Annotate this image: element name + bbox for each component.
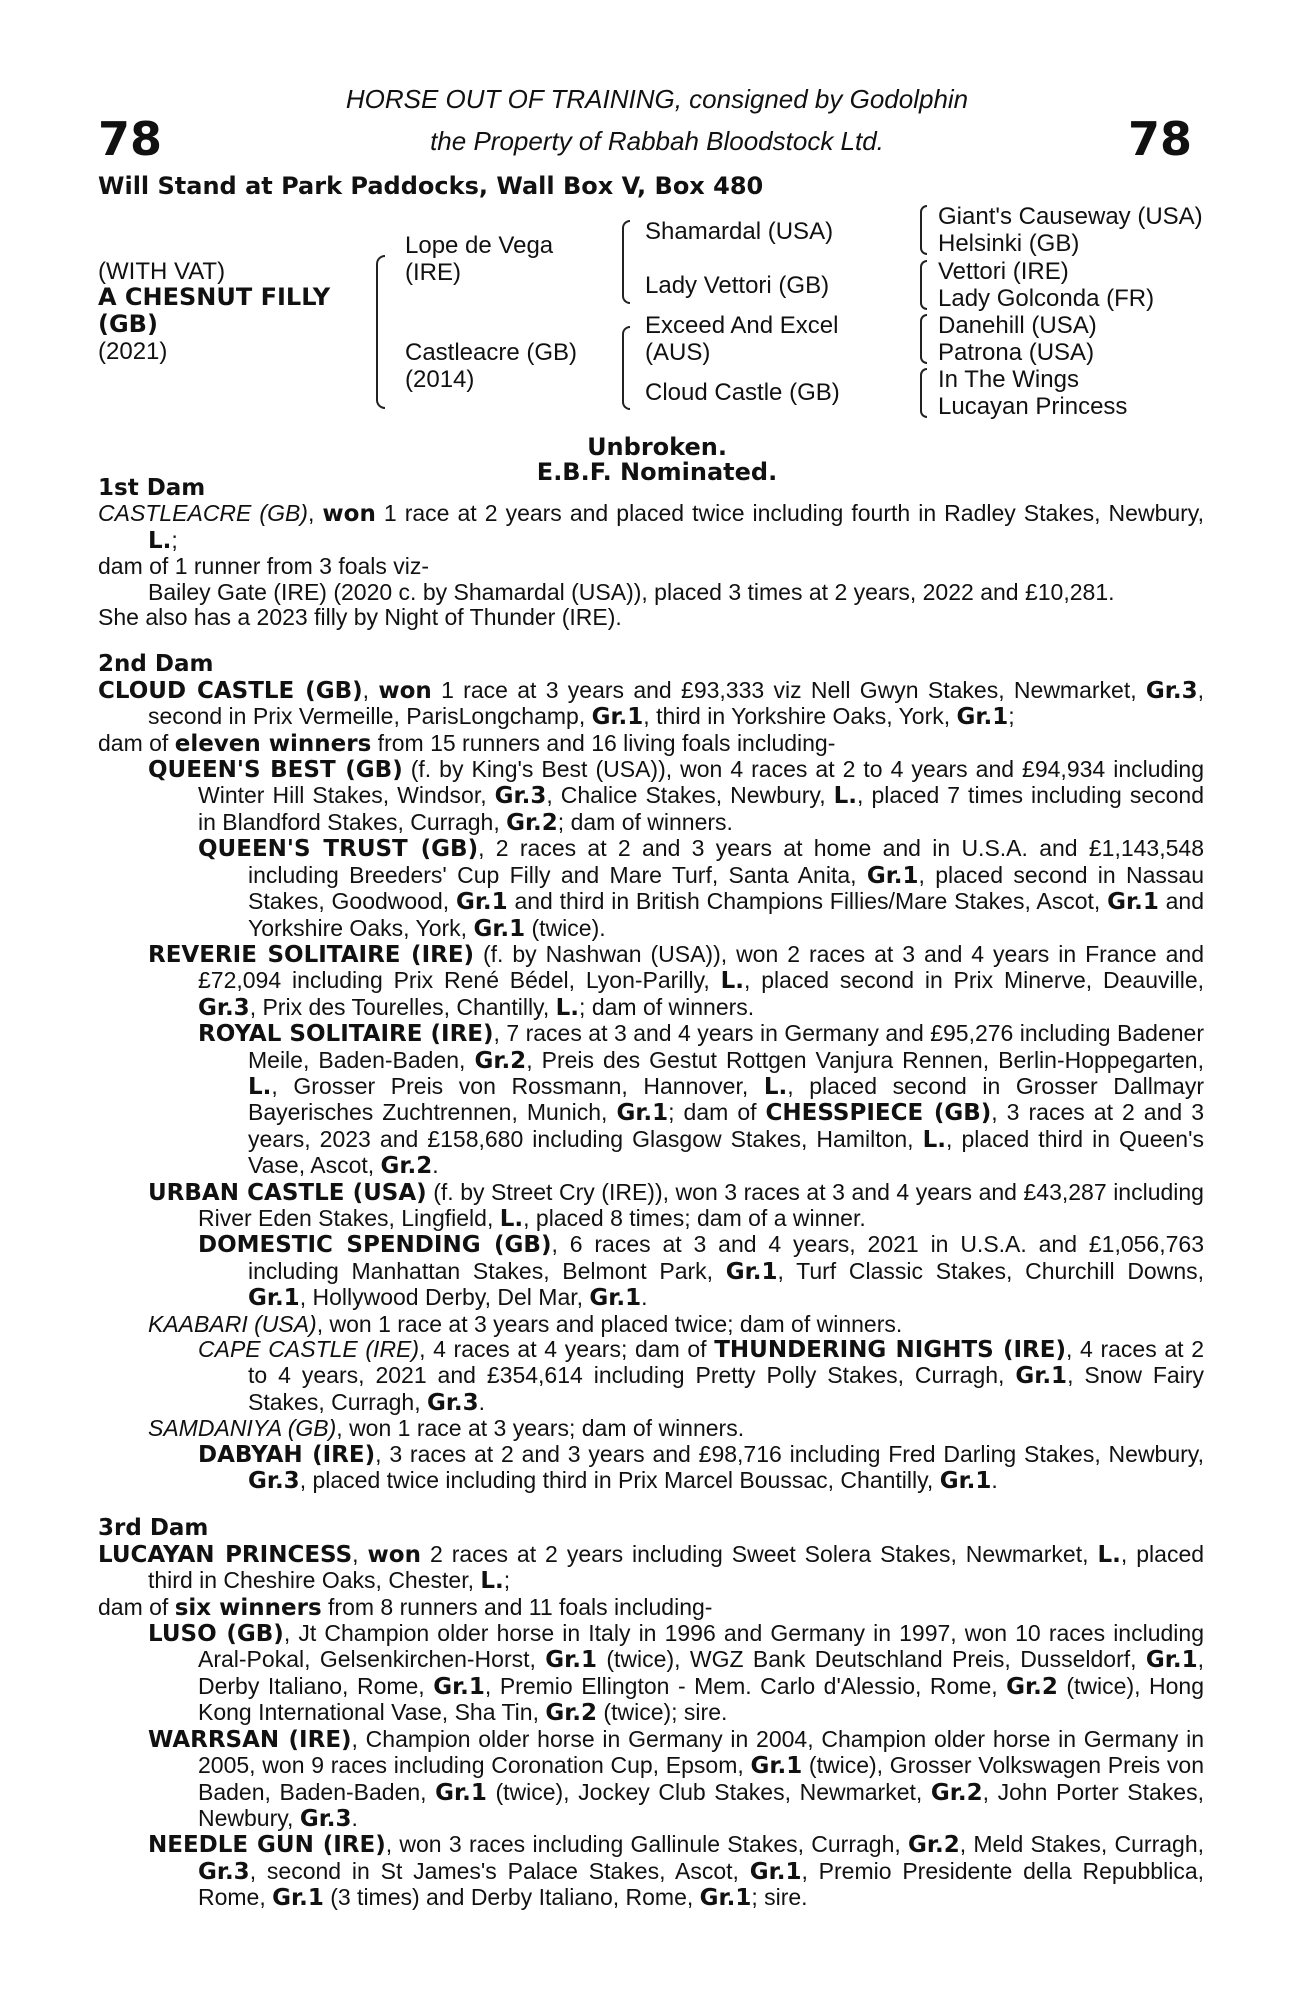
gg-8: Lucayan Princess: [938, 393, 1128, 420]
brace-1: [376, 255, 385, 409]
pedigree-notes: [98, 476, 1204, 1912]
second-dam-produce-intro: dam of eleven winners from 15 runners and 16 living foals including-: [98, 729, 836, 757]
produce-needle-gun: NEEDLE GUN (IRE), won 3 races including Gallinule Stakes, Curragh, Gr.2, Meld Stakes, Curragh, Gr.3, second in St James's Palace Stakes, Ascot, Gr.1, Premio Presidente della Repubblica, Rome, Gr.1 (3 times) and Derby Italiano, Rome, Gr.1; sire.: [148, 1831, 1205, 1912]
horse-year: (2021): [98, 338, 168, 365]
produce-bailey-gate: Bailey Gate (IRE) (2020 c. by Shamardal (USA)), placed 3 times at 2 years, 2022 and £10,281.: [148, 578, 1115, 605]
produce-cape-castle: CAPE CASTLE (IRE), 4 races at 4 years; dam of THUNDERING NIGHTS (IRE), 4 races at 2 to 4 years, 2021 and £354,614 including Pretty Polly Stakes, Curragh, Gr.1, Snow Fairy Stakes, Curragh, Gr.3.: [198, 1336, 1204, 1416]
status-ebf: E.B.F. Nominated.: [536, 458, 778, 486]
dam-line2: (2014): [405, 366, 475, 393]
first-dam-produce-intro: dam of 1 runner from 3 foals viz-: [98, 553, 430, 580]
produce-queens-best: QUEEN'S BEST (GB) (f. by King's Best (USA)), won 4 races at 2 to 4 years and £94,934 including Winter Hill Stakes, Windsor, Gr.3, Chalice Stakes, Newbury, L., placed 7 times including second in Blandford Stakes, Curragh, Gr.2; dam of winners.: [148, 756, 1204, 836]
gg-2: Helsinki (GB): [938, 230, 1080, 257]
dam-sire-line2: (AUS): [645, 339, 711, 366]
produce-royal-solitaire: ROYAL SOLITAIRE (IRE), 7 races at 3 and 4 years in Germany and £95,276 including Badener Meile, Baden-Baden, Gr.2, Preis des Gestut Rottgen Vanjura Rennen, Berlin-Hoppegarten, L., Grosser Preis von Rossmann, Hannover, L., placed second in Grosser Dallmayr Bayerisches Zuchtrennen, Munich, Gr.1; dam of CHESSPIECE (GB), 3 races at 2 and 3 years, 2023 and £158,680 including Glasgow Stakes, Hamilton, L., placed third in Queen's Vase, Ascot, Gr.2.: [198, 1020, 1205, 1180]
brace-3a: [920, 205, 927, 255]
produce-reverie-solitaire: REVERIE SOLITAIRE (IRE) (f. by Nashwan (USA)), won 2 races at 3 and 4 years in France and £72,094 including Prix René Bédel, Lyon-Parilly, L., placed second in Prix Minerve, Deauville, Gr.3, Prix des Tourelles, Chantilly, L.; dam of winners.: [148, 940, 1204, 1021]
gg-5: Danehill (USA): [938, 312, 1097, 339]
produce-luso: LUSO (GB), Jt Champion older horse in Italy in 1996 and Germany in 1997, won 10 races including Aral-Pokal, Gelsenkirchen-Horst, Gr.1 (twice), WGZ Bank Deutschland Preis, Dusseldorf, Gr.1, Derby Italiano, Rome, Gr.1, Premio Ellington - Mem. Carlo d'Alessio, Rome, Gr.2 (twice), Hong Kong International Vase, Sha Tin, Gr.2 (twice); sire.: [148, 1620, 1205, 1727]
first-dam-entry: CASTLEACRE (GB), won 1 race at 2 years and placed twice including fourth in Radley Stakes, Newbury, L.;: [98, 500, 1204, 554]
produce-samdaniya: SAMDANIYA (GB), won 1 race at 3 years; dam of winners.: [148, 1415, 745, 1442]
dam-sire-line1: Exceed And Excel: [645, 312, 839, 339]
sire-dam: Lady Vettori (GB): [645, 272, 830, 299]
dam-dam: Cloud Castle (GB): [645, 379, 840, 406]
brace-3c: [920, 314, 927, 364]
produce-queens-trust: QUEEN'S TRUST (GB), 2 races at 2 and 3 years at home and in U.S.A. and £1,143,548 including Breeders' Cup Filly and Mare Turf, Santa Anita, Gr.1, placed second in Nassau Stakes, Goodwood, Gr.1 and third in British Champions Fillies/Mare Stakes, Ascot, Gr.1 and Yorkshire Oaks, York, Gr.1 (twice).: [198, 835, 1205, 942]
third-dam-entry: LUCAYAN PRINCESS, won 2 races at 2 years including Sweet Solera Stakes, Newmarket, L., placed third in Cheshire Oaks, Chester, L.;: [98, 1540, 1205, 1595]
brace-2b: [622, 326, 630, 410]
dam-line1: Castleacre (GB): [405, 339, 578, 366]
produce-urban-castle: URBAN CASTLE (USA) (f. by Street Cry (IRE)), won 3 races at 3 and 4 years and £43,287 including River Eden Stakes, Lingfield, L., placed 8 times; dam of a winner.: [148, 1178, 1204, 1232]
second-dam-heading: 2nd Dam: [98, 651, 214, 678]
produce-domestic-spending: DOMESTIC SPENDING (GB), 6 races at 3 and 4 years, 2021 in U.S.A. and £1,056,763 including Manhattan Stakes, Belmont Park, Gr.1, Turf Classic Stakes, Churchill Downs, Gr.1, Hollywood Derby, Del Mar, Gr.1.: [198, 1231, 1205, 1312]
gg-3: Vettori (IRE): [938, 258, 1069, 285]
produce-warrsan: WARRSAN (IRE), Champion older horse in Germany in 2004, Champion older horse in Germany in 2005, won 9 races including Coronation Cup, Epsom, Gr.1 (twice), Grosser Volkswagen Preis von Baden, Baden-Baden, Gr.1 (twice), Jockey Club Stakes, Newmarket, Gr.2, John Porter Stakes, Newbury, Gr.3.: [148, 1725, 1205, 1832]
third-dam-heading: 3rd Dam: [98, 1515, 209, 1542]
consignor-line: HORSE OUT OF TRAINING, consigned by Godolphin: [345, 84, 969, 114]
brace-2a: [622, 220, 630, 304]
brace-3d: [920, 368, 927, 418]
sire-line1: Lope de Vega: [405, 232, 554, 259]
lot-number-right: 78: [1128, 112, 1193, 166]
first-dam-note: She also has a 2023 filly by Night of Thunder (IRE).: [98, 604, 622, 631]
gg-1: Giant's Causeway (USA): [938, 203, 1203, 230]
gg-4: Lady Golconda (FR): [938, 285, 1155, 312]
gg-7: In The Wings: [938, 366, 1079, 393]
produce-dabyah: DABYAH (IRE), 3 races at 2 and 3 years and £98,716 including Fred Darling Stakes, Newbury, Gr.3, placed twice including third in Prix Marcel Boussac, Chantilly, Gr.1.: [198, 1440, 1204, 1495]
produce-kaabari: KAABARI (USA), won 1 race at 3 years and placed twice; dam of winners.: [148, 1310, 903, 1337]
property-line: the Property of Rabbah Bloodstock Ltd.: [430, 126, 884, 156]
stand-location: Will Stand at Park Paddocks, Wall Box V, Box 480: [98, 172, 764, 200]
horse-name: A CHESNUT FILLY: [98, 283, 331, 311]
vat-note: (WITH VAT): [98, 258, 226, 285]
lot-number-left: 78: [98, 112, 163, 166]
sire-sire: Shamardal (USA): [645, 218, 834, 245]
brace-3b: [920, 260, 927, 310]
third-dam-produce-intro: dam of six winners from 8 runners and 11 foals including-: [98, 1593, 713, 1621]
sire-line2: (IRE): [405, 259, 461, 286]
first-dam-heading: 1st Dam: [98, 475, 206, 501]
second-dam-entry: CLOUD CASTLE (GB), won 1 race at 3 years and £93,333 viz Nell Gwyn Stakes, Newmarket, Gr.3, second in Prix Vermeille, ParisLongchamp, Gr.1, third in Yorkshire Oaks, York, Gr.1;: [98, 676, 1204, 731]
horse-origin: (GB): [98, 310, 158, 338]
gg-6: Patrona (USA): [938, 339, 1095, 366]
status-unbroken: Unbroken.: [587, 433, 727, 461]
